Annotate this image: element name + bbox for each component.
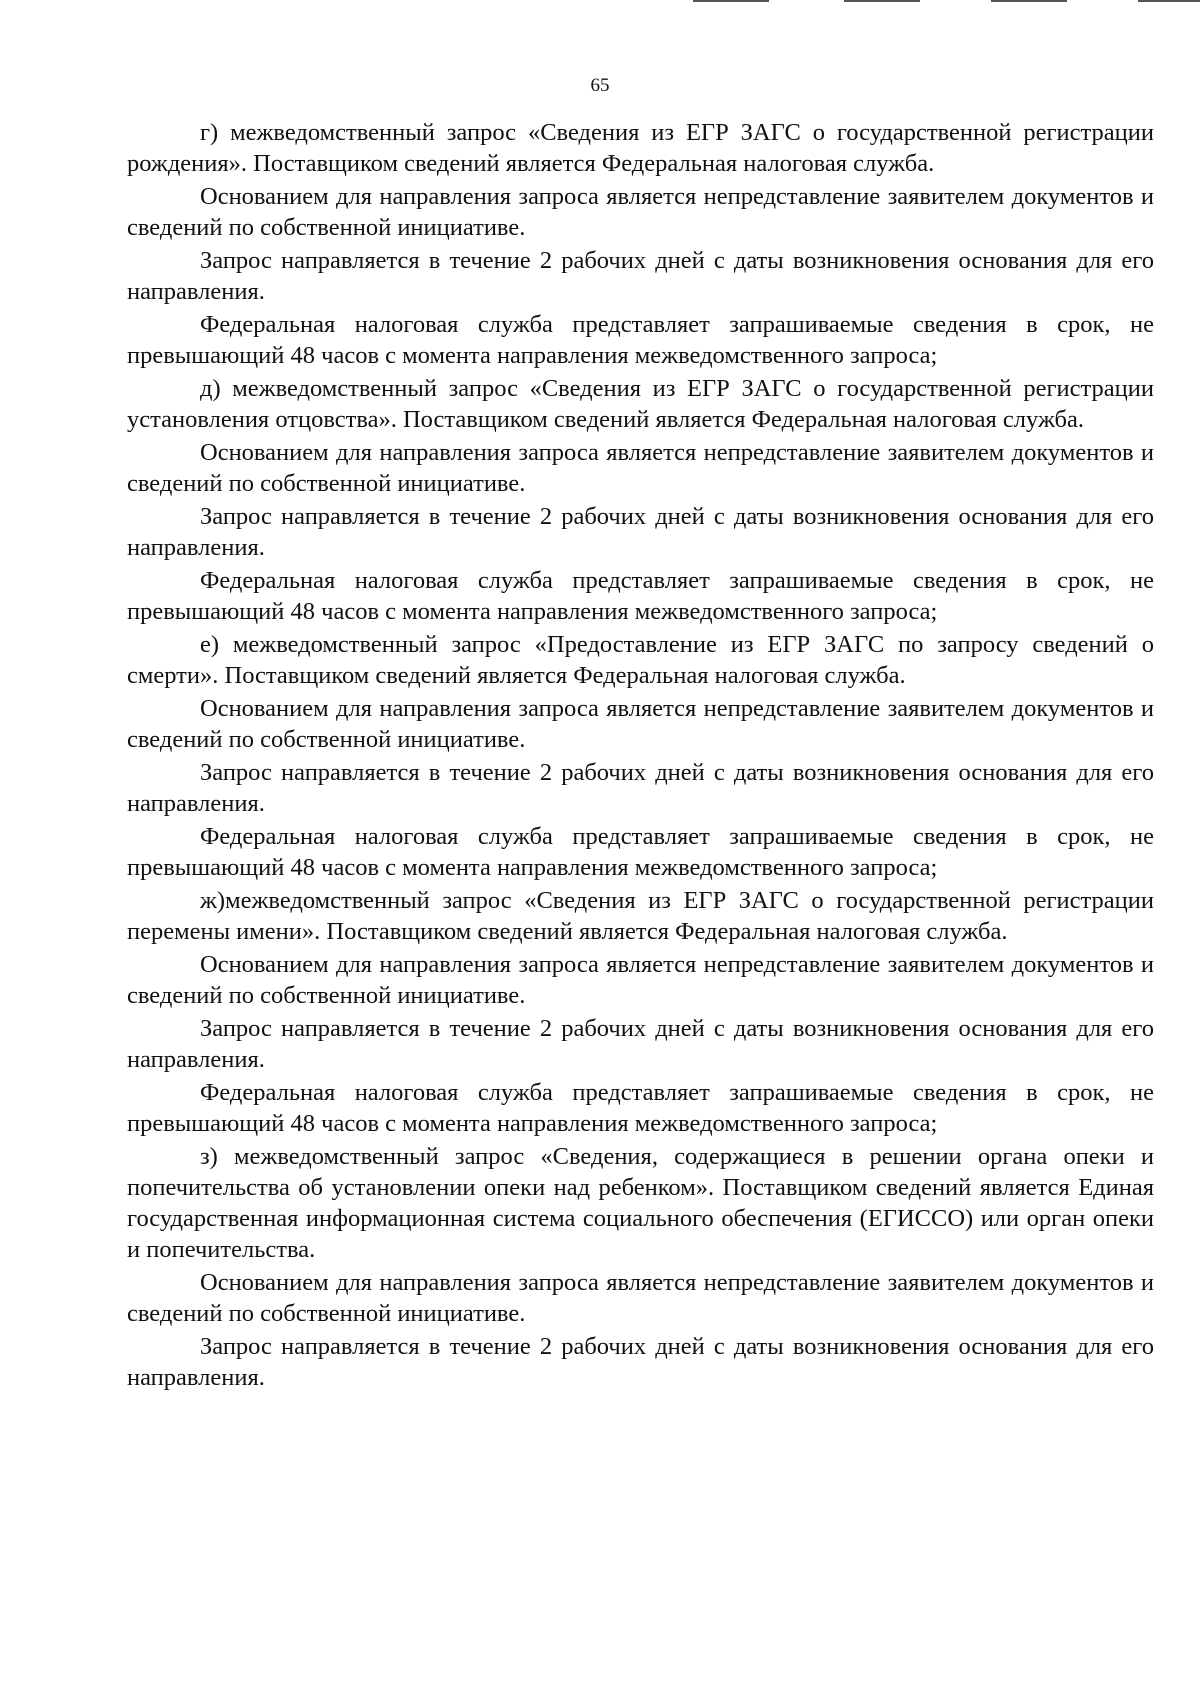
paragraph-zh-response: Федеральная налоговая служба представляет запрашиваемые сведения в срок, не превышающий 48 часов с момента направления межведомственного запроса; <box>127 1079 1154 1137</box>
paragraph-g-request: г) межведомственный запрос «Сведения из ЕГР ЗАГС о государственной регистрации рождения». Поставщиком сведений является Федеральная налоговая служба. <box>127 119 1154 177</box>
paragraph-z-basis: Основанием для направления запроса является непредставление заявителем документов и сведений по собственной инициативе. <box>127 1269 1154 1327</box>
top-edge-rule-1 <box>693 0 769 2</box>
paragraph-d-term: Запрос направляется в течение 2 рабочих дней с даты возникновения основания для его направления. <box>127 503 1154 561</box>
paragraph-e-basis: Основанием для направления запроса является непредставление заявителем документов и сведений по собственной инициативе. <box>127 695 1154 753</box>
paragraph-d-request: д) межведомственный запрос «Сведения из ЕГР ЗАГС о государственной регистрации установления отцовства». Поставщиком сведений является Федеральная налоговая служба. <box>127 375 1154 433</box>
paragraph-d-basis: Основанием для направления запроса является непредставление заявителем документов и сведений по собственной инициативе. <box>127 439 1154 497</box>
paragraph-zh-basis: Основанием для направления запроса является непредставление заявителем документов и сведений по собственной инициативе. <box>127 951 1154 1009</box>
paragraph-d-response: Федеральная налоговая служба представляет запрашиваемые сведения в срок, не превышающий 48 часов с момента направления межведомственного запроса; <box>127 567 1154 625</box>
paragraph-g-basis: Основанием для направления запроса является непредставление заявителем документов и сведений по собственной инициативе. <box>127 183 1154 241</box>
paragraph-zh-request: ж)межведомственный запрос «Сведения из ЕГР ЗАГС о государственной регистрации перемены имени». Поставщиком сведений является Федеральная налоговая служба. <box>127 887 1154 945</box>
document-body <box>127 117 1154 1395</box>
paragraph-zh-term: Запрос направляется в течение 2 рабочих дней с даты возникновения основания для его направления. <box>127 1015 1154 1073</box>
page-number: 65 <box>590 75 610 96</box>
paragraph-z-request: з) межведомственный запрос «Сведения, содержащиеся в решении органа опеки и попечительства об установлении опеки над ребенком». Поставщиком сведений является Единая государственная информационная система социального обеспечения (ЕГИССО) или орган опеки и попечительства. <box>127 1143 1154 1263</box>
paragraph-g-term: Запрос направляется в течение 2 рабочих дней с даты возникновения основания для его направления. <box>127 247 1154 305</box>
paragraph-g-response: Федеральная налоговая служба представляет запрашиваемые сведения в срок, не превышающий 48 часов с момента направления межведомственного запроса; <box>127 311 1154 369</box>
top-edge-rule-3 <box>991 0 1067 2</box>
top-edge-rule-4 <box>1138 0 1200 2</box>
paragraph-e-term: Запрос направляется в течение 2 рабочих дней с даты возникновения основания для его направления. <box>127 759 1154 817</box>
top-edge-rule-2 <box>844 0 920 2</box>
paragraph-z-term: Запрос направляется в течение 2 рабочих дней с даты возникновения основания для его направления. <box>127 1333 1154 1391</box>
paragraph-e-request: е) межведомственный запрос «Предоставление из ЕГР ЗАГС по запросу сведений о смерти». Поставщиком сведений является Федеральная налоговая служба. <box>127 631 1154 689</box>
paragraph-e-response: Федеральная налоговая служба представляет запрашиваемые сведения в срок, не превышающий 48 часов с момента направления межведомственного запроса; <box>127 823 1154 881</box>
